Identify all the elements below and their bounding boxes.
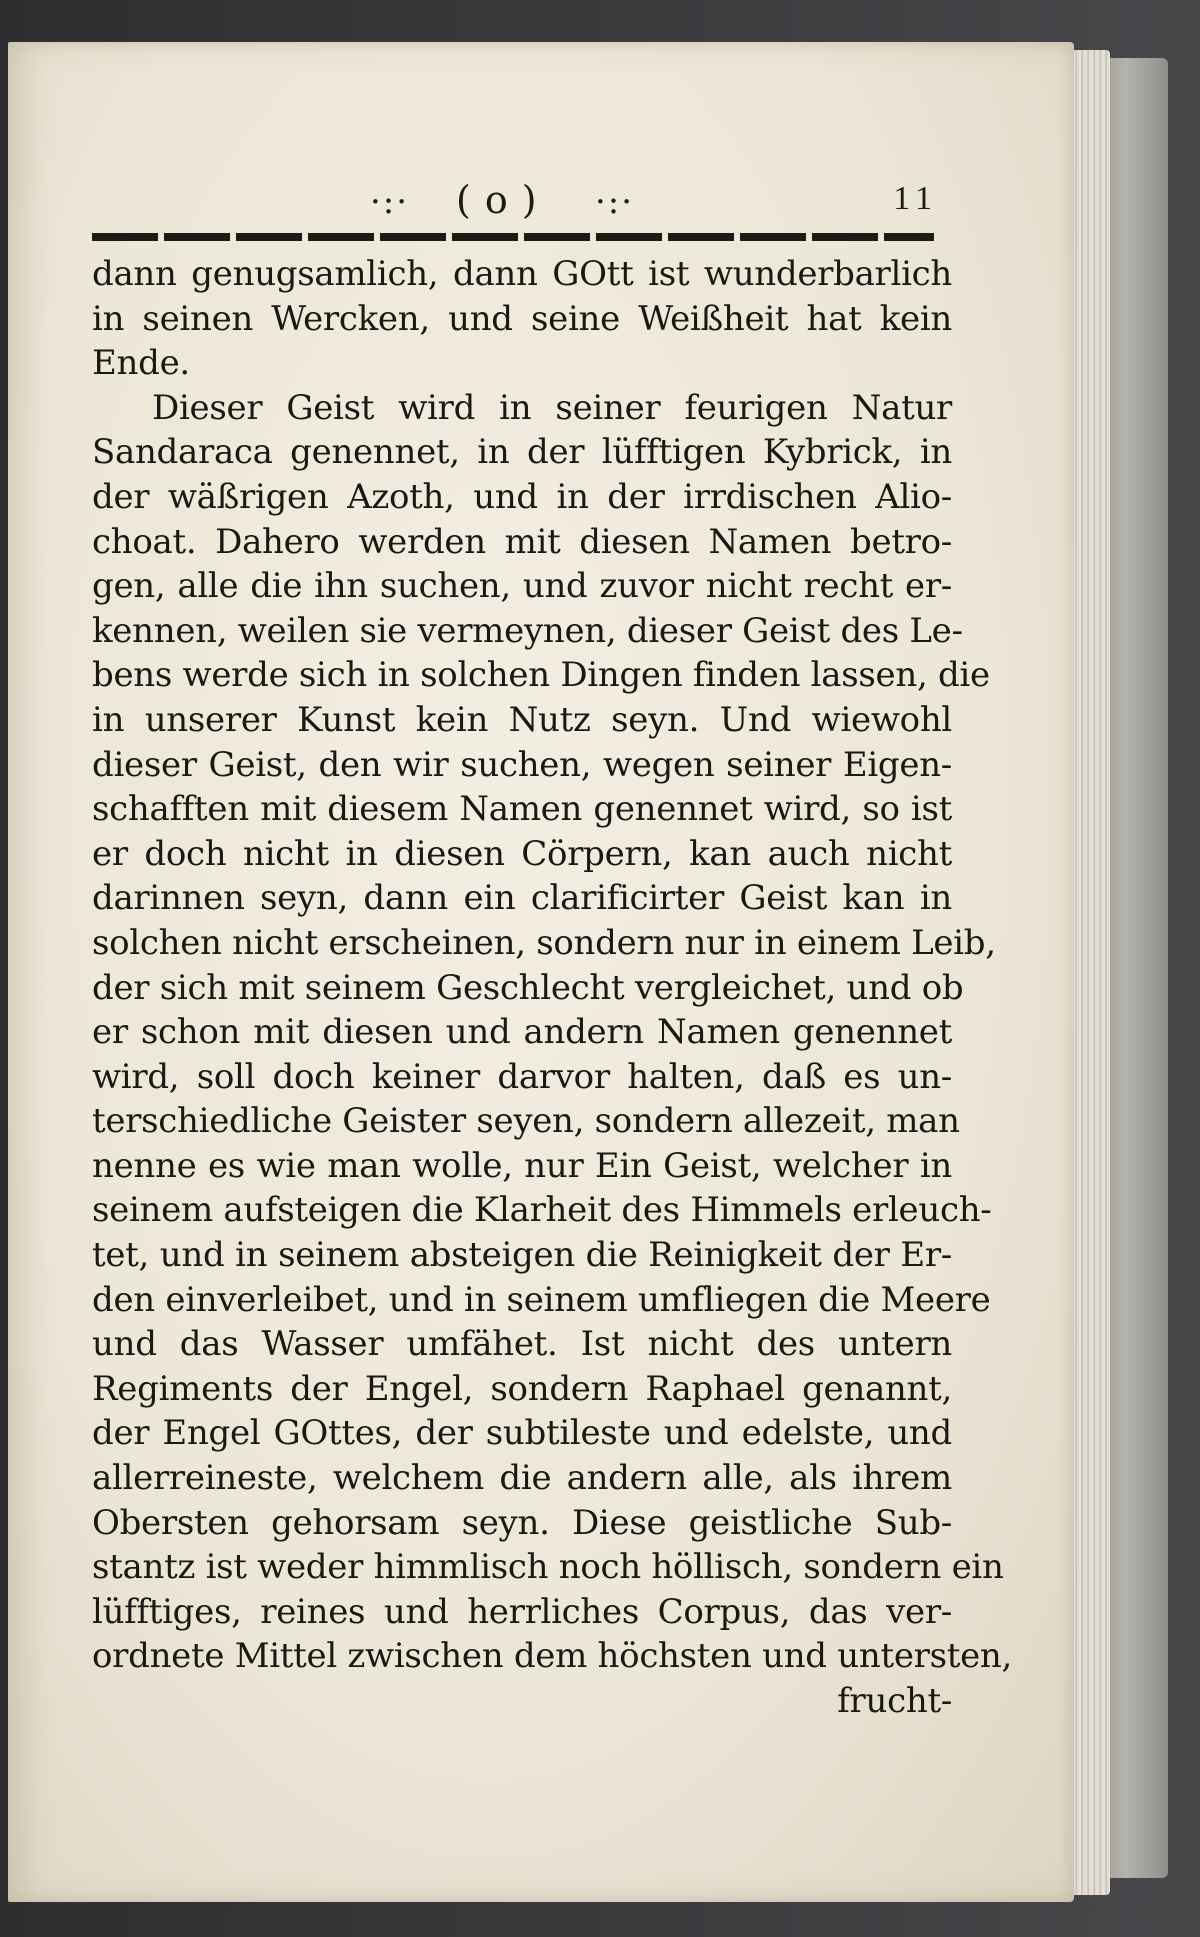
text-line: allerreineste, welchem die andern alle, als ihrem xyxy=(92,1458,952,1499)
text-line: er doch nicht in diesen Cörpern, kan auch nicht xyxy=(92,833,952,874)
ornament-left-icon: ·:· xyxy=(370,182,410,222)
text-line: bens werde sich in solchen Dingen finden lassen, die xyxy=(92,655,990,696)
signature-mark: (o) xyxy=(456,178,551,222)
text-line: choat. Dahero werden mit diesen Namen betro- xyxy=(92,521,952,562)
text-line: Ende. xyxy=(92,343,190,384)
text-line: dann genugsamlich, dann GOtt ist wunderbarlich xyxy=(92,254,952,294)
text-line: Regiments der Engel, sondern Raphael genannt, xyxy=(92,1368,952,1409)
text-line: darinnen seyn, dann ein clarificirter Geist kan in xyxy=(92,878,952,919)
text-line: lüfftiges, reines und herrliches Corpus, das ver- xyxy=(92,1591,952,1632)
text-line: der Engel GOttes, der subtileste und edelste, und xyxy=(92,1413,952,1454)
text-line: seinem aufsteigen die Klarheit des Himmels erleuch- xyxy=(92,1190,992,1231)
page-number: 11 xyxy=(893,180,938,217)
text-line: gen, alle die ihn suchen, und zuvor nicht recht er- xyxy=(92,566,952,607)
text-line: kennen, weilen sie vermeynen, dieser Geist des Le- xyxy=(92,610,963,651)
text-line: ordnete Mittel zwischen dem höchsten und untersten, xyxy=(92,1636,1013,1677)
text-line: dieser Geist, den wir suchen, wegen seiner Eigen- xyxy=(92,744,952,785)
text-line: und das Wasser umfähet. Ist nicht des untern xyxy=(92,1324,952,1365)
text-line: der sich mit seinem Geschlecht vergleichet, und ob xyxy=(92,967,964,1008)
text-line: in seinen Wercken, und seine Weißheit hat kein xyxy=(92,298,952,339)
text-line: in unserer Kunst kein Nutz seyn. Und wiewohl xyxy=(92,699,952,740)
body-text xyxy=(92,252,1013,1724)
text-line: Dieser Geist wird in seiner feurigen Natur xyxy=(152,387,952,428)
text-line: terschiedliche Geister seyen, sondern allezeit, man xyxy=(92,1101,960,1142)
header-rule xyxy=(92,233,934,241)
text-line: Sandaraca genennet, in der lüfftigen Kybrick, in xyxy=(92,432,952,473)
text-line: der wäßrigen Azoth, und in der irrdischen Alio- xyxy=(92,476,952,517)
text-line: solchen nicht erscheinen, sondern nur in einem Leib, xyxy=(92,922,996,963)
catchword: frucht- xyxy=(837,1681,952,1721)
text-line: Obersten gehorsam seyn. Diese geistliche Sub- xyxy=(92,1502,952,1543)
running-header xyxy=(370,178,990,228)
text-line: den einverleibet, und in seinem umfliegen die Meere xyxy=(92,1279,991,1320)
ornament-right-icon: ·:· xyxy=(595,182,635,222)
text-line: er schon mit diesen und andern Namen genennet xyxy=(92,1012,952,1053)
text-line: nenne es wie man wolle, nur Ein Geist, welcher in xyxy=(92,1145,952,1186)
text-line: stantz ist weder himmlisch noch höllisch, sondern ein xyxy=(92,1547,1004,1588)
text-line: tet, und in seinem absteigen die Reinigkeit der Er- xyxy=(92,1235,952,1276)
text-line: schafften mit diesem Namen genennet wird, so ist xyxy=(92,789,952,830)
text-line: wird, soll doch keiner darvor halten, daß es un- xyxy=(92,1056,952,1097)
